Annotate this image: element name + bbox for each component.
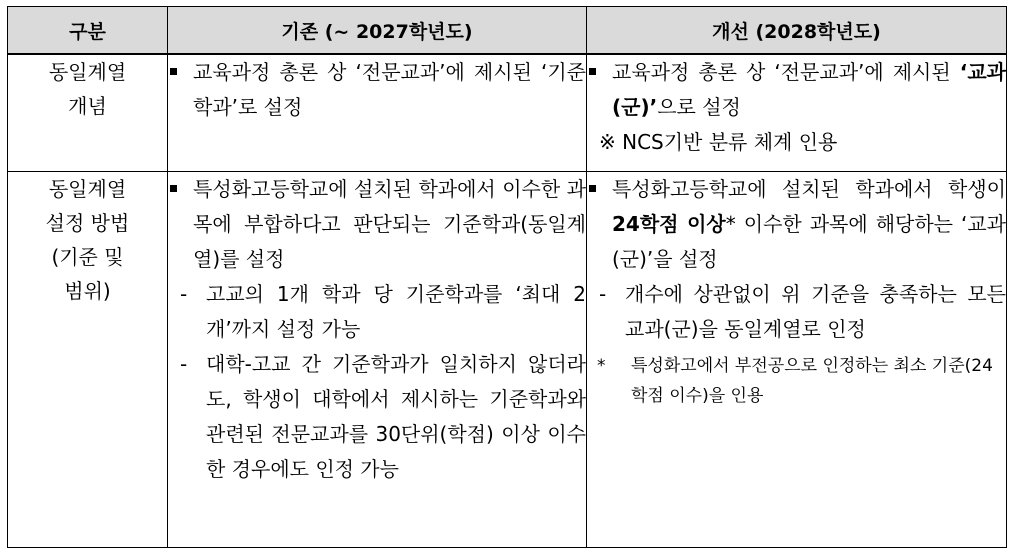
cell-improved-method — [587, 171, 1007, 547]
bullet-item: 교육과정 총론 상 ‘전문교과’에 제시된 ‘교과(군)’으로 설정 — [587, 55, 1006, 125]
comparison-table — [7, 6, 1007, 548]
dash-item: - 고교의 1개 학과 당 기준학과를 ‘최대 2개’까지 설정 가능 — [178, 277, 586, 347]
dash-item: - 개수에 상관없이 위 기준을 충족하는 모든 교과(군)을 동일계열로 인정 — [597, 277, 1006, 347]
table-row — [8, 171, 1007, 547]
footnote: * 특성화고에서 부전공으로 인정하는 최소 기준(24학점 이수)을 인용 — [595, 351, 1006, 411]
header-category: 구분 — [8, 7, 168, 55]
emphasis-text: ‘교과(군)’ — [612, 60, 1006, 119]
row-label-method: 동일계열 설정 방법 (기준 및 범위) — [8, 171, 168, 547]
bullet-item: 특성화고등학교에 설치된 학과에서 이수한 과목에 부합하다고 판단되는 기준학과(동일계열)를 설정 — [168, 172, 586, 277]
emphasis-text: 24학점 이상 — [612, 211, 726, 236]
reference-note: ※ NCS기반 분류 체계 인용 — [599, 130, 838, 154]
header-existing: 기존 (~ 2027학년도) — [168, 7, 587, 55]
cell-existing-concept — [168, 54, 587, 171]
header-improved: 개선 (2028학년도) — [587, 7, 1007, 55]
table-header-row — [8, 7, 1007, 55]
cell-existing-method — [168, 171, 587, 547]
row-label-concept: 동일계열 개념 — [8, 54, 168, 171]
dash-item: - 대학-고교 간 기준학과가 일치하지 않더라도, 학생이 대학에서 제시하는 기준학과와 관련된 전문교과를 30단위(학점) 이상 이수한 경우에도 인정 가능 — [178, 347, 586, 487]
cell-improved-concept — [587, 54, 1007, 171]
bullet-item: 특성화고등학교에 설치된 학과에서 학생이 24학점 이상* 이수한 과목에 해당하는 ‘교과(군)’을 설정 — [587, 172, 1006, 277]
table-row — [8, 54, 1007, 171]
bullet-item: 교육과정 총론 상 ‘전문교과’에 제시된 ‘기준학과’로 설정 — [168, 55, 586, 125]
